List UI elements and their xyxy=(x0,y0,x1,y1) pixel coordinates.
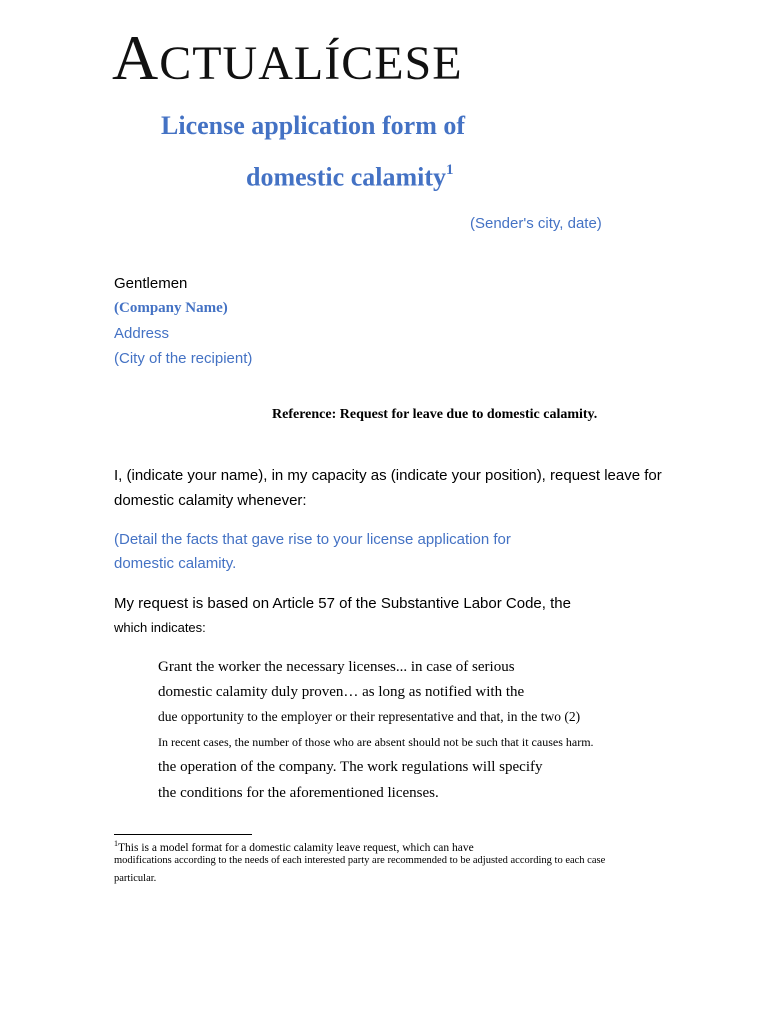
reference-line: Reference: Request for leave due to domestic calamity. xyxy=(272,407,598,422)
quote-line-1: Grant the worker the necessary licenses... in case of serious xyxy=(158,659,515,675)
intro-line-1: I, (indicate your name), in my capacity as (indicate your position), request leave for xyxy=(114,467,662,484)
intro-line-2: domestic calamity whenever: xyxy=(114,492,307,509)
detail-line-1: (Detail the facts that gave rise to your license application for xyxy=(114,531,511,548)
quote-line-6: the conditions for the aforementioned licenses. xyxy=(158,785,439,801)
quote-line-3: due opportunity to the employer or their representative and that, in the two (2) xyxy=(158,709,581,724)
footnote-mark: 1 xyxy=(114,839,118,848)
quote-line-2: domestic calamity duly proven… as long as notified with the xyxy=(158,684,525,700)
basis-line-2: which indicates: xyxy=(114,620,206,635)
actualicese-logo: ACTUALÍCESE xyxy=(112,22,463,93)
sender-city-date: (Sender's city, date) xyxy=(470,215,602,232)
quote-line-5: the operation of the company. The work regulations will specify xyxy=(158,759,543,775)
basis-line-1: My request is based on Article 57 of the Substantive Labor Code, the xyxy=(114,595,571,612)
footnote-separator xyxy=(114,834,252,835)
footnote-line-2: modifications according to the needs of each interested party are recommended to be adjusted according to each case xyxy=(114,855,606,866)
title-footnote-mark: 1 xyxy=(446,162,454,178)
recipient-city: (City of the recipient) xyxy=(114,350,253,367)
detail-line-2: domestic calamity. xyxy=(114,555,237,572)
footnote-line-1: $^1$This is a model format for a domestic calamity leave request, which can have xyxy=(114,839,474,854)
salutation: Gentlemen xyxy=(114,275,188,292)
quote-line-4: In recent cases, the number of those who are absent should not be such that it causes harm. xyxy=(158,735,594,749)
footnote-line-3: particular. xyxy=(114,873,157,884)
form-title-line1: License application form of xyxy=(161,111,466,140)
form-title-line2: domestic calamity$^1$ xyxy=(246,162,454,192)
recipient-address: Address xyxy=(114,325,170,342)
company-name: (Company Name) xyxy=(114,300,228,316)
